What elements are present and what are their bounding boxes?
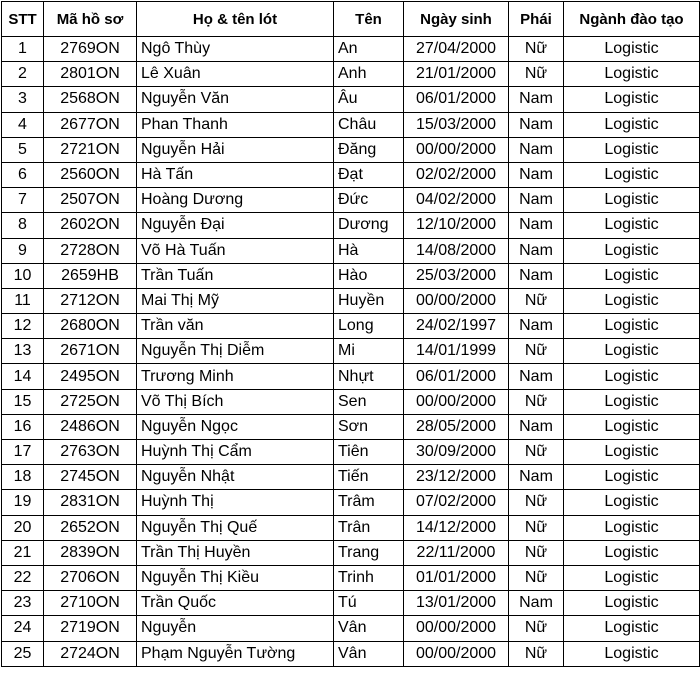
cell-phai: Nữ <box>509 565 564 590</box>
cell-ten: Hà <box>334 238 404 263</box>
cell-ngay-sinh: 24/02/1997 <box>404 314 509 339</box>
cell-phai: Nữ <box>509 641 564 666</box>
header-ten: Tên <box>334 2 404 37</box>
cell-ma-ho-so: 2712ON <box>44 288 137 313</box>
cell-ma-ho-so: 2486ON <box>44 414 137 439</box>
cell-ho-ten-lot: Trương Minh <box>137 364 334 389</box>
cell-stt: 18 <box>2 465 44 490</box>
cell-phai: Nam <box>509 112 564 137</box>
cell-ho-ten-lot: Nguyễn Thị Diễm <box>137 339 334 364</box>
cell-ngay-sinh: 00/00/2000 <box>404 616 509 641</box>
cell-ngay-sinh: 00/00/2000 <box>404 137 509 162</box>
cell-ho-ten-lot: Nguyễn Thị Kiều <box>137 565 334 590</box>
cell-ma-ho-so: 2706ON <box>44 565 137 590</box>
cell-ma-ho-so: 2728ON <box>44 238 137 263</box>
cell-phai: Nam <box>509 213 564 238</box>
table-row <box>2 440 700 465</box>
cell-phai: Nữ <box>509 616 564 641</box>
table-row <box>2 591 700 616</box>
cell-stt: 17 <box>2 440 44 465</box>
cell-phai: Nữ <box>509 490 564 515</box>
cell-nganh-dao-tao: Logistic <box>564 263 700 288</box>
cell-ngay-sinh: 15/03/2000 <box>404 112 509 137</box>
cell-ten: Huyền <box>334 288 404 313</box>
table-row <box>2 87 700 112</box>
table-row <box>2 263 700 288</box>
cell-ho-ten-lot: Võ Thị Bích <box>137 389 334 414</box>
cell-ngay-sinh: 12/10/2000 <box>404 213 509 238</box>
cell-phai: Nam <box>509 364 564 389</box>
cell-ma-ho-so: 2652ON <box>44 515 137 540</box>
cell-ho-ten-lot: Huỳnh Thị <box>137 490 334 515</box>
cell-ngay-sinh: 07/02/2000 <box>404 490 509 515</box>
cell-ho-ten-lot: Nguyễn Thị Quế <box>137 515 334 540</box>
cell-ngay-sinh: 14/12/2000 <box>404 515 509 540</box>
cell-ngay-sinh: 13/01/2000 <box>404 591 509 616</box>
cell-nganh-dao-tao: Logistic <box>564 616 700 641</box>
cell-ngay-sinh: 06/01/2000 <box>404 87 509 112</box>
cell-nganh-dao-tao: Logistic <box>564 465 700 490</box>
cell-ma-ho-so: 2719ON <box>44 616 137 641</box>
cell-ten: Tú <box>334 591 404 616</box>
table-row <box>2 515 700 540</box>
table-row <box>2 540 700 565</box>
cell-phai: Nữ <box>509 62 564 87</box>
table-row <box>2 616 700 641</box>
cell-ho-ten-lot: Nguyễn Ngọc <box>137 414 334 439</box>
cell-ho-ten-lot: Nguyễn <box>137 616 334 641</box>
cell-ma-ho-so: 2568ON <box>44 87 137 112</box>
cell-ho-ten-lot: Trần Thị Huyền <box>137 540 334 565</box>
cell-ngay-sinh: 00/00/2000 <box>404 288 509 313</box>
cell-ten: Đăng <box>334 137 404 162</box>
cell-stt: 7 <box>2 188 44 213</box>
cell-ho-ten-lot: Trần văn <box>137 314 334 339</box>
cell-ngay-sinh: 02/02/2000 <box>404 162 509 187</box>
cell-stt: 4 <box>2 112 44 137</box>
cell-stt: 11 <box>2 288 44 313</box>
cell-ho-ten-lot: Lê Xuân <box>137 62 334 87</box>
cell-ten: An <box>334 37 404 62</box>
cell-nganh-dao-tao: Logistic <box>564 565 700 590</box>
cell-ten: Trang <box>334 540 404 565</box>
cell-ten: Mi <box>334 339 404 364</box>
cell-nganh-dao-tao: Logistic <box>564 389 700 414</box>
cell-stt: 2 <box>2 62 44 87</box>
cell-stt: 12 <box>2 314 44 339</box>
table-row <box>2 137 700 162</box>
cell-ho-ten-lot: Hoàng Dương <box>137 188 334 213</box>
cell-ngay-sinh: 14/08/2000 <box>404 238 509 263</box>
cell-ngay-sinh: 22/11/2000 <box>404 540 509 565</box>
cell-phai: Nam <box>509 465 564 490</box>
cell-nganh-dao-tao: Logistic <box>564 87 700 112</box>
cell-ten: Long <box>334 314 404 339</box>
cell-ten: Âu <box>334 87 404 112</box>
cell-stt: 22 <box>2 565 44 590</box>
cell-ma-ho-so: 2763ON <box>44 440 137 465</box>
cell-ho-ten-lot: Nguyễn Hải <box>137 137 334 162</box>
cell-nganh-dao-tao: Logistic <box>564 314 700 339</box>
cell-stt: 20 <box>2 515 44 540</box>
cell-phai: Nam <box>509 238 564 263</box>
cell-ten: Anh <box>334 62 404 87</box>
cell-nganh-dao-tao: Logistic <box>564 591 700 616</box>
table-row <box>2 389 700 414</box>
cell-ngay-sinh: 01/01/2000 <box>404 565 509 590</box>
cell-phai: Nam <box>509 263 564 288</box>
cell-ho-ten-lot: Hà Tấn <box>137 162 334 187</box>
cell-phai: Nam <box>509 87 564 112</box>
cell-ngay-sinh: 21/01/2000 <box>404 62 509 87</box>
cell-stt: 24 <box>2 616 44 641</box>
cell-ten: Dương <box>334 213 404 238</box>
cell-stt: 21 <box>2 540 44 565</box>
cell-stt: 23 <box>2 591 44 616</box>
cell-ma-ho-so: 2677ON <box>44 112 137 137</box>
cell-ma-ho-so: 2710ON <box>44 591 137 616</box>
cell-nganh-dao-tao: Logistic <box>564 339 700 364</box>
cell-phai: Nam <box>509 414 564 439</box>
cell-nganh-dao-tao: Logistic <box>564 62 700 87</box>
cell-nganh-dao-tao: Logistic <box>564 238 700 263</box>
cell-ten: Trâm <box>334 490 404 515</box>
cell-nganh-dao-tao: Logistic <box>564 641 700 666</box>
cell-ngay-sinh: 28/05/2000 <box>404 414 509 439</box>
cell-ho-ten-lot: Phạm Nguyễn Tường <box>137 641 334 666</box>
cell-nganh-dao-tao: Logistic <box>564 162 700 187</box>
cell-phai: Nữ <box>509 37 564 62</box>
cell-ma-ho-so: 2507ON <box>44 188 137 213</box>
cell-ma-ho-so: 2769ON <box>44 37 137 62</box>
cell-ma-ho-so: 2745ON <box>44 465 137 490</box>
cell-ngay-sinh: 30/09/2000 <box>404 440 509 465</box>
cell-stt: 25 <box>2 641 44 666</box>
table-row <box>2 465 700 490</box>
cell-stt: 19 <box>2 490 44 515</box>
cell-stt: 15 <box>2 389 44 414</box>
header-nganh-dao-tao: Ngành đào tạo <box>564 2 700 37</box>
cell-nganh-dao-tao: Logistic <box>564 414 700 439</box>
cell-ten: Nhựt <box>334 364 404 389</box>
cell-ten: Hào <box>334 263 404 288</box>
cell-phai: Nam <box>509 314 564 339</box>
cell-ten: Trân <box>334 515 404 540</box>
header-ho-ten-lot: Họ & tên lót <box>137 2 334 37</box>
cell-ho-ten-lot: Huỳnh Thị Cẩm <box>137 440 334 465</box>
cell-nganh-dao-tao: Logistic <box>564 137 700 162</box>
table-row <box>2 62 700 87</box>
cell-stt: 1 <box>2 37 44 62</box>
cell-nganh-dao-tao: Logistic <box>564 364 700 389</box>
table-row <box>2 188 700 213</box>
cell-ngay-sinh: 04/02/2000 <box>404 188 509 213</box>
cell-ma-ho-so: 2724ON <box>44 641 137 666</box>
cell-ten: Đạt <box>334 162 404 187</box>
cell-ma-ho-so: 2659HB <box>44 263 137 288</box>
cell-ngay-sinh: 06/01/2000 <box>404 364 509 389</box>
cell-ten: Sơn <box>334 414 404 439</box>
cell-ma-ho-so: 2671ON <box>44 339 137 364</box>
cell-phai: Nữ <box>509 440 564 465</box>
cell-ma-ho-so: 2839ON <box>44 540 137 565</box>
cell-phai: Nữ <box>509 515 564 540</box>
cell-stt: 14 <box>2 364 44 389</box>
cell-phai: Nữ <box>509 339 564 364</box>
cell-ho-ten-lot: Trần Tuấn <box>137 263 334 288</box>
header-row <box>2 2 700 37</box>
cell-stt: 10 <box>2 263 44 288</box>
cell-ho-ten-lot: Phan Thanh <box>137 112 334 137</box>
cell-phai: Nữ <box>509 540 564 565</box>
cell-phai: Nam <box>509 591 564 616</box>
table-row <box>2 490 700 515</box>
cell-nganh-dao-tao: Logistic <box>564 112 700 137</box>
cell-phai: Nam <box>509 162 564 187</box>
cell-nganh-dao-tao: Logistic <box>564 490 700 515</box>
cell-stt: 16 <box>2 414 44 439</box>
table-row <box>2 37 700 62</box>
cell-phai: Nam <box>509 137 564 162</box>
table-row <box>2 414 700 439</box>
cell-ten: Vân <box>334 641 404 666</box>
cell-ho-ten-lot: Võ Hà Tuấn <box>137 238 334 263</box>
table-row <box>2 288 700 313</box>
cell-stt: 3 <box>2 87 44 112</box>
cell-ten: Sen <box>334 389 404 414</box>
cell-ma-ho-so: 2831ON <box>44 490 137 515</box>
cell-nganh-dao-tao: Logistic <box>564 188 700 213</box>
cell-ma-ho-so: 2495ON <box>44 364 137 389</box>
cell-ho-ten-lot: Trần Quốc <box>137 591 334 616</box>
table-row <box>2 238 700 263</box>
cell-nganh-dao-tao: Logistic <box>564 515 700 540</box>
student-list-table <box>1 1 700 667</box>
cell-ten: Đức <box>334 188 404 213</box>
cell-ngay-sinh: 23/12/2000 <box>404 465 509 490</box>
cell-ma-ho-so: 2725ON <box>44 389 137 414</box>
cell-ngay-sinh: 00/00/2000 <box>404 389 509 414</box>
cell-phai: Nữ <box>509 389 564 414</box>
cell-ma-ho-so: 2560ON <box>44 162 137 187</box>
table-body <box>2 37 700 667</box>
cell-ten: Tiến <box>334 465 404 490</box>
cell-nganh-dao-tao: Logistic <box>564 37 700 62</box>
table-row <box>2 565 700 590</box>
cell-phai: Nữ <box>509 288 564 313</box>
header-ngay-sinh: Ngày sinh <box>404 2 509 37</box>
header-stt: STT <box>2 2 44 37</box>
cell-nganh-dao-tao: Logistic <box>564 213 700 238</box>
cell-ngay-sinh: 27/04/2000 <box>404 37 509 62</box>
cell-nganh-dao-tao: Logistic <box>564 540 700 565</box>
cell-ma-ho-so: 2801ON <box>44 62 137 87</box>
cell-stt: 9 <box>2 238 44 263</box>
table-header <box>2 2 700 37</box>
cell-stt: 5 <box>2 137 44 162</box>
cell-ho-ten-lot: Nguyễn Văn <box>137 87 334 112</box>
cell-nganh-dao-tao: Logistic <box>564 440 700 465</box>
cell-ho-ten-lot: Ngô Thùy <box>137 37 334 62</box>
cell-stt: 13 <box>2 339 44 364</box>
header-ma-ho-so: Mã hồ sơ <box>44 2 137 37</box>
cell-ngay-sinh: 00/00/2000 <box>404 641 509 666</box>
cell-stt: 6 <box>2 162 44 187</box>
table-row <box>2 213 700 238</box>
cell-ma-ho-so: 2602ON <box>44 213 137 238</box>
cell-ma-ho-so: 2680ON <box>44 314 137 339</box>
cell-ho-ten-lot: Nguyễn Đại <box>137 213 334 238</box>
cell-phai: Nam <box>509 188 564 213</box>
cell-nganh-dao-tao: Logistic <box>564 288 700 313</box>
table-row <box>2 112 700 137</box>
cell-ten: Tiên <box>334 440 404 465</box>
cell-stt: 8 <box>2 213 44 238</box>
cell-ten: Vân <box>334 616 404 641</box>
cell-ngay-sinh: 14/01/1999 <box>404 339 509 364</box>
cell-ten: Trinh <box>334 565 404 590</box>
table-row <box>2 364 700 389</box>
cell-ho-ten-lot: Mai Thị Mỹ <box>137 288 334 313</box>
table-row <box>2 641 700 666</box>
cell-ho-ten-lot: Nguyễn Nhật <box>137 465 334 490</box>
table-row <box>2 314 700 339</box>
cell-ma-ho-so: 2721ON <box>44 137 137 162</box>
header-phai: Phái <box>509 2 564 37</box>
table-row <box>2 162 700 187</box>
cell-ngay-sinh: 25/03/2000 <box>404 263 509 288</box>
cell-ten: Châu <box>334 112 404 137</box>
table-row <box>2 339 700 364</box>
